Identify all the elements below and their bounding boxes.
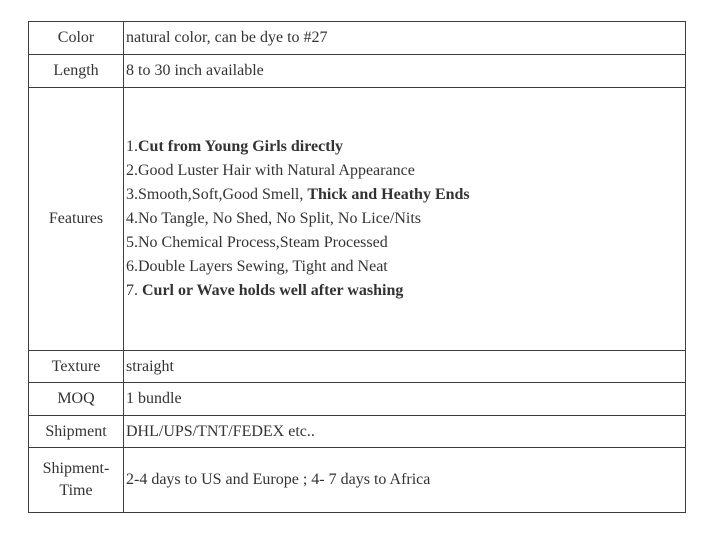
- row-value-texture: straight: [124, 351, 686, 383]
- table-row-features: [29, 88, 686, 351]
- row-value-features: [124, 88, 686, 351]
- row-label-color: Color: [29, 22, 124, 55]
- product-spec-section: [28, 21, 686, 513]
- table-row-moq: [29, 383, 686, 416]
- table-row-shipment: [29, 416, 686, 448]
- row-label-texture: Texture: [29, 351, 124, 383]
- row-label-moq: MOQ: [29, 383, 124, 416]
- row-value-length: 8 to 30 inch available: [124, 55, 686, 88]
- row-value-shipment-time: 2-4 days to US and Europe ; 4- 7 days to Africa: [124, 448, 686, 513]
- feature-line: 3.Smooth,Soft,Good Smell, Thick and Heathy Ends: [126, 186, 470, 203]
- row-label-length: Length: [29, 55, 124, 88]
- feature-line: 1.Cut from Young Girls directly: [126, 138, 344, 155]
- row-value-shipment: DHL/UPS/TNT/FEDEX etc..: [124, 416, 686, 448]
- table-row-color: [29, 22, 686, 55]
- feature-line: 4.No Tangle, No Shed, No Split, No Lice/Nits: [126, 210, 422, 227]
- feature-line: 7. Curl or Wave holds well after washing: [126, 282, 404, 299]
- row-value-moq: 1 bundle: [124, 383, 686, 416]
- feature-line: 5.No Chemical Process,Steam Processed: [126, 234, 388, 251]
- table-row-length: [29, 55, 686, 88]
- product-spec-table: [28, 21, 686, 513]
- row-label-features: Features: [29, 88, 124, 351]
- row-value-color: natural color, can be dye to #27: [124, 22, 686, 55]
- row-label-shipment-time: Shipment-Time: [29, 448, 124, 513]
- row-label-shipment: Shipment: [29, 416, 124, 448]
- feature-line: 6.Double Layers Sewing, Tight and Neat: [126, 258, 388, 275]
- table-row-texture: [29, 351, 686, 383]
- feature-line: 2.Good Luster Hair with Natural Appearance: [126, 162, 415, 179]
- table-row-shipment-time: [29, 448, 686, 513]
